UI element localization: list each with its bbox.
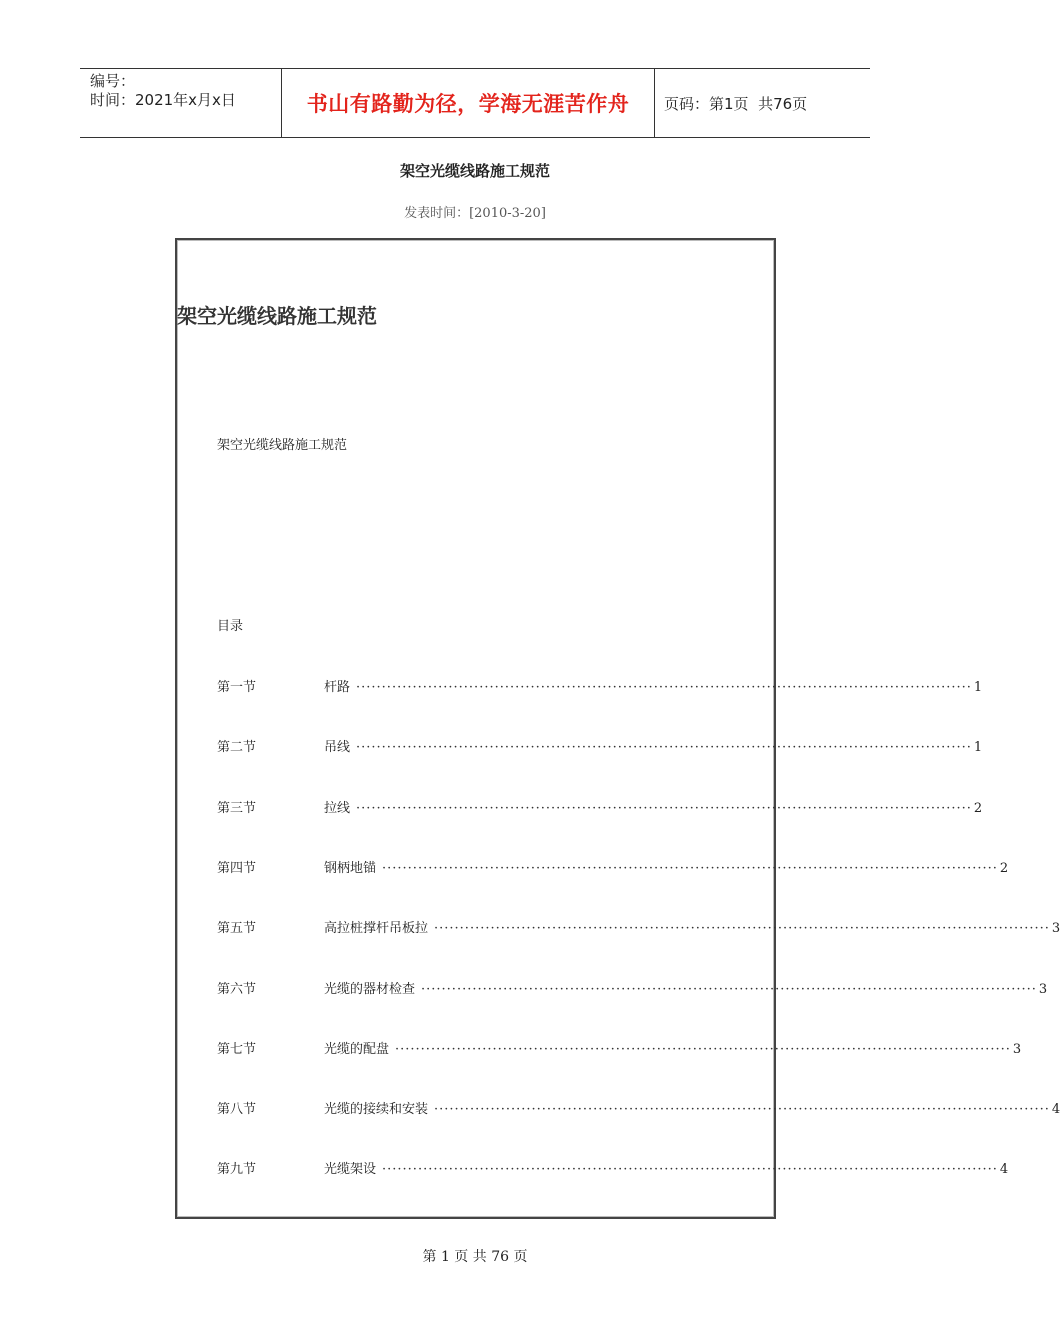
toc-entry-line — [324, 857, 1009, 876]
time-label: 时间：2021年x月x日 — [90, 91, 236, 109]
toc-entry-line — [324, 676, 983, 695]
toc-page-number: 1 — [973, 680, 983, 695]
toc-leader-dots: ························································································································ — [421, 982, 1037, 997]
toc-page-number: 1 — [973, 740, 983, 755]
publish-time: 发表时间：[2010-3-20] — [404, 206, 546, 221]
toc-section-title: 拉线 — [324, 801, 351, 816]
toc-entry-line — [324, 1158, 1009, 1177]
toc-section-title: 吊线 — [324, 740, 351, 755]
header-page-cell — [664, 69, 807, 137]
toc-section-title: 光缆的器材检查 — [324, 982, 416, 997]
toc-entry[interactable] — [217, 978, 1048, 998]
header-motto-cell — [281, 69, 655, 137]
toc-section-number: 第六节 — [217, 982, 257, 997]
motto-text: 书山有路勤为径，学海无涯苦作舟 — [306, 92, 630, 116]
toc-page-number: 3 — [1038, 982, 1048, 997]
toc-section-number: 第五节 — [217, 921, 257, 936]
toc-title: 目录 — [217, 619, 244, 634]
toc-entry[interactable] — [217, 797, 983, 817]
toc-section-title: 光缆的配盘 — [324, 1042, 390, 1057]
toc-entry-line — [324, 736, 983, 755]
toc-leader-dots: ························································································································ — [434, 1102, 1050, 1117]
toc-section-title: 光缆架设 — [324, 1162, 377, 1177]
toc-page-number: 3 — [1012, 1042, 1022, 1057]
toc-section-number: 第八节 — [217, 1102, 257, 1117]
toc-entry-line — [324, 1098, 1060, 1117]
toc-section-title: 高拉桩撑杆吊板拉 — [324, 921, 429, 936]
page-header — [80, 68, 870, 138]
toc-section-number: 第九节 — [217, 1162, 257, 1177]
toc-leader-dots: ························································································································ — [434, 921, 1050, 936]
toc-section-title: 杆路 — [324, 680, 351, 695]
frame-subheading: 架空光缆线路施工规范 — [217, 438, 348, 453]
toc-leader-dots: ························································································································ — [395, 1042, 1011, 1057]
toc-entry[interactable] — [217, 1158, 1009, 1178]
toc-entry[interactable] — [217, 676, 983, 696]
toc-leader-dots: ························································································································ — [356, 801, 972, 816]
toc-page-number: 2 — [973, 801, 983, 816]
toc-page-number: 4 — [999, 1162, 1009, 1177]
toc-section-number: 第二节 — [217, 740, 257, 755]
number-label: 编号： — [90, 72, 136, 90]
page-info: 页码：第1页 共76页 — [664, 94, 808, 113]
toc-page-number: 3 — [1051, 921, 1060, 936]
toc-leader-dots: ························································································································ — [382, 1162, 998, 1177]
header-meta — [80, 69, 280, 137]
toc-leader-dots: ························································································································ — [356, 680, 972, 695]
toc-entry[interactable] — [217, 1038, 1022, 1058]
toc-entry-line — [324, 978, 1048, 997]
toc-entry[interactable] — [217, 917, 1060, 937]
frame-heading: 架空光缆线路施工规范 — [177, 304, 377, 328]
toc-page-number: 4 — [1051, 1102, 1060, 1117]
toc-section-title: 光缆的接续和安装 — [324, 1102, 429, 1117]
toc-page-number: 2 — [999, 861, 1009, 876]
toc-section-number: 第三节 — [217, 801, 257, 816]
toc-entry[interactable] — [217, 857, 1009, 877]
toc-entry-line — [324, 917, 1060, 936]
toc-entry[interactable] — [217, 736, 983, 756]
toc-entry-line — [324, 797, 983, 816]
toc-leader-dots: ························································································································ — [382, 861, 998, 876]
toc-section-number: 第四节 — [217, 861, 257, 876]
toc-section-number: 第一节 — [217, 680, 257, 695]
toc-leader-dots: ························································································································ — [356, 740, 972, 755]
toc-section-number: 第七节 — [217, 1042, 257, 1057]
document-title: 架空光缆线路施工规范 — [399, 162, 550, 180]
toc-section-title: 钢柄地锚 — [324, 861, 377, 876]
content-frame — [175, 238, 1060, 1219]
toc-entry-line — [324, 1038, 1022, 1057]
page-footer: 第 1 页 共 76 页 — [422, 1249, 528, 1265]
toc-entry[interactable] — [217, 1098, 1060, 1118]
